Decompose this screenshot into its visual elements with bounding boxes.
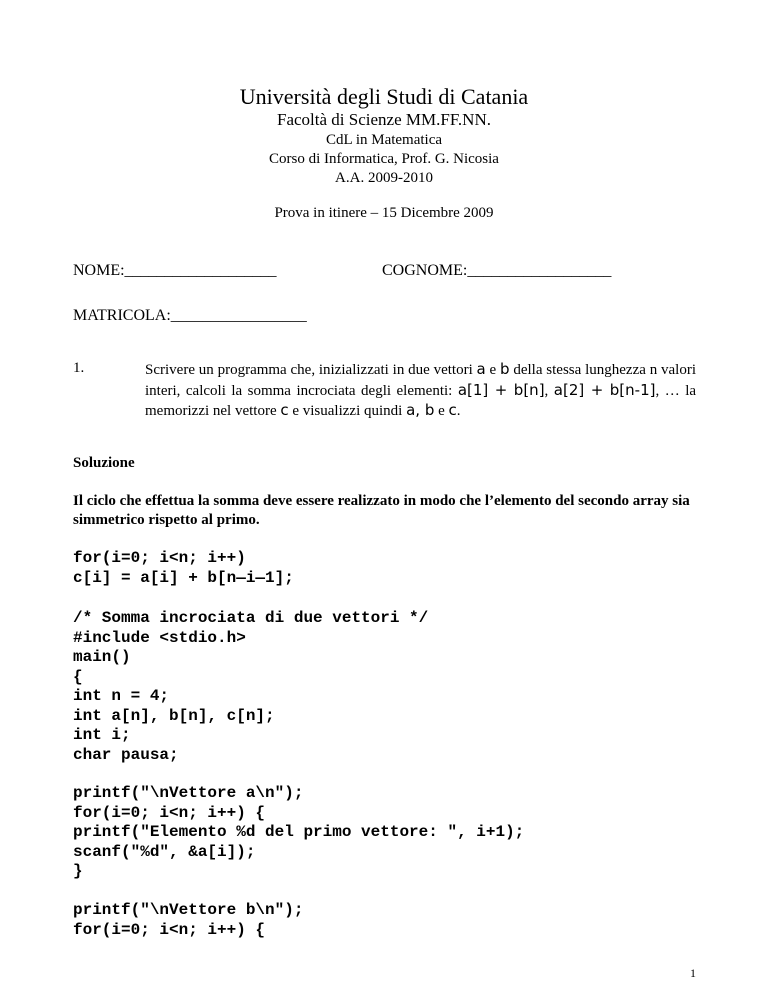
academic-year-line: A.A. 2009-2010 bbox=[335, 170, 433, 186]
code-line: { bbox=[73, 667, 83, 686]
var-a-b: a, b bbox=[406, 401, 435, 419]
question-text-part: , bbox=[544, 382, 554, 399]
question-text-part: della stessa lunghezza n valori interi, calcoli la somma incrociata degli elementi: bbox=[145, 362, 696, 399]
code-line: for(i=0; i<n; i++) { bbox=[73, 920, 266, 939]
code-line: main() bbox=[73, 648, 131, 666]
cognome-field: COGNOME:__________________ bbox=[382, 262, 612, 279]
solution-intro: Il ciclo che effettua la somma deve essere realizzato in modo che l’elemento del secondo array sia simmetrico rispetto al primo. bbox=[73, 493, 690, 528]
question-text-part: , … la memorizzi nel vettore bbox=[145, 382, 697, 419]
question-text-part: Scrivere un programma che, inizializzati in due vettori bbox=[145, 362, 477, 378]
code-line: for(i=0; i<n; i++) { bbox=[73, 803, 266, 822]
code-line: int a[n], b[n], c[n]; bbox=[73, 706, 275, 725]
code-block-declarations bbox=[73, 609, 428, 765]
question-text-part: . bbox=[456, 403, 461, 419]
code-line: scanf("%d", &a[i]); bbox=[73, 842, 256, 861]
question-number: 1. bbox=[73, 360, 85, 376]
solution-heading: Soluzione bbox=[73, 455, 135, 471]
exam-line: Prova in itinere – 15 Dicembre 2009 bbox=[274, 205, 494, 221]
var-a: a bbox=[476, 360, 486, 378]
code-line: } bbox=[73, 862, 83, 880]
var-c-2: c bbox=[448, 401, 457, 419]
code-line: #include <stdio.h> bbox=[73, 628, 246, 647]
nome-field: NOME:___________________ bbox=[73, 262, 277, 279]
code-line: /* Somma incrociata di due vettori */ bbox=[73, 609, 429, 627]
code-line: int n = 4; bbox=[73, 687, 170, 705]
matricola-field: MATRICOLA:_________________ bbox=[73, 307, 307, 324]
expr-1: a[1] + b[n] bbox=[457, 380, 545, 399]
code-block-input-a bbox=[73, 784, 524, 882]
question-text bbox=[145, 360, 696, 422]
code-line: printf("\nVettore b\n"); bbox=[73, 901, 304, 919]
code-line: printf("Elemento %d del primo vettore: ", i+1); bbox=[73, 823, 525, 841]
var-c: c bbox=[280, 401, 289, 419]
question-text-part: e bbox=[434, 403, 449, 419]
question-text-part: e visualizzi quindi bbox=[288, 403, 407, 419]
degree-line: CdL in Matematica bbox=[325, 132, 443, 148]
course-line: Corso di Informatica, Prof. G. Nicosia bbox=[269, 151, 499, 167]
code-line: for(i=0; i<n; i++) bbox=[73, 549, 246, 567]
question-text-part: e bbox=[485, 362, 501, 378]
expr-2: a[2] + b[n-1] bbox=[553, 380, 656, 399]
page-number: 1 bbox=[690, 966, 696, 980]
code-line: c[i] = a[i] + b[n—i—1]; bbox=[73, 568, 294, 587]
code-block-input-b bbox=[73, 901, 303, 940]
code-snippet bbox=[73, 549, 294, 588]
code-line: char pausa; bbox=[73, 745, 179, 764]
code-line: printf("\nVettore a\n"); bbox=[73, 784, 304, 802]
code-line: int i; bbox=[73, 726, 131, 744]
var-b: b bbox=[500, 360, 510, 378]
university-title: Università degli Studi di Catania bbox=[239, 84, 529, 109]
faculty-title: Facoltà di Scienze MM.FF.NN. bbox=[277, 110, 491, 129]
